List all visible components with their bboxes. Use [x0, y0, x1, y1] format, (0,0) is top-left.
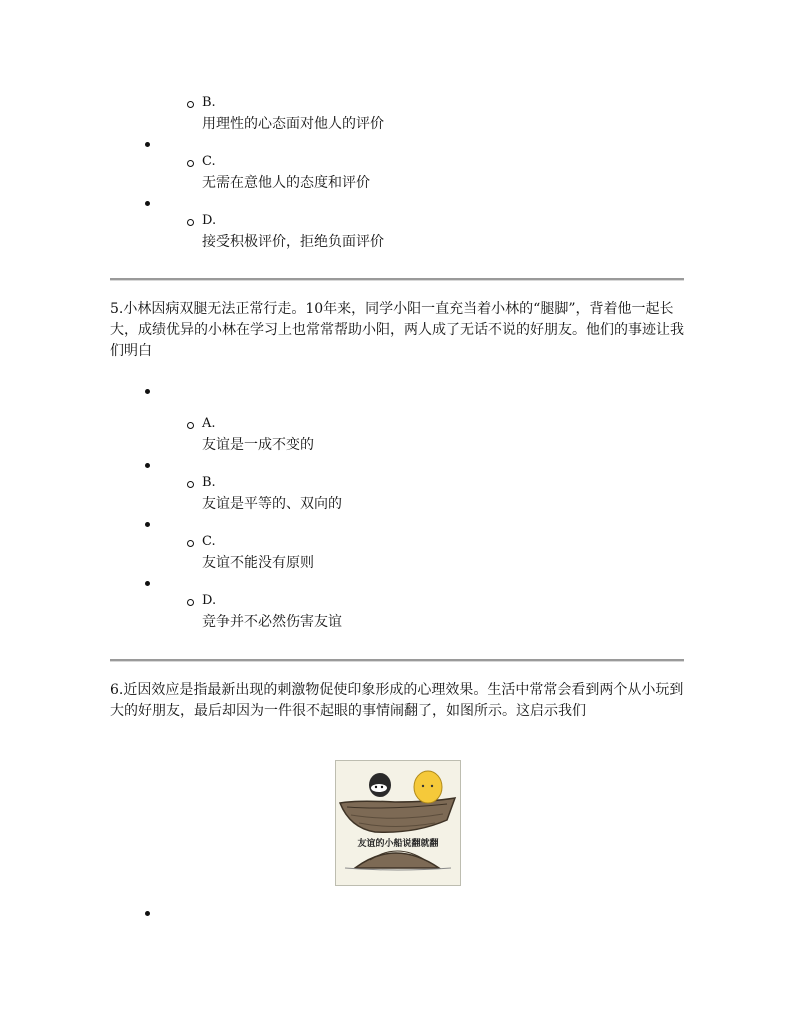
bullet-icon — [145, 389, 150, 394]
option-letter: D. — [202, 593, 217, 608]
option-text: 用理性的心态面对他人的评价 — [202, 116, 384, 132]
circle-bullet-icon — [187, 422, 194, 429]
option-b-marker — [187, 96, 216, 110]
friendship-boat-illustration — [335, 760, 461, 886]
option-d-marker — [187, 594, 216, 608]
option-text: 无需在意他人的态度和评价 — [202, 175, 370, 191]
circle-bullet-icon — [187, 160, 194, 167]
illustration-caption: 友谊的小船说翻就翻 — [357, 839, 439, 849]
circle-bullet-icon — [187, 599, 194, 606]
circle-bullet-icon — [187, 101, 194, 108]
option-c-marker — [187, 535, 216, 549]
bullet-icon — [145, 522, 150, 527]
option-c-marker — [187, 155, 216, 169]
circle-bullet-icon — [187, 481, 194, 488]
question-6-stem: 6.近因效应是指最新出现的刺激物促使印象形成的心理效果。生活中常常会看到两个从小玩到大的好朋友，最后却因为一件很不起眼的事情闹翻了，如图所示。这启示我们 — [110, 682, 684, 719]
option-a-marker — [187, 417, 216, 431]
divider — [110, 278, 684, 281]
circle-bullet-icon — [187, 540, 194, 547]
option-text: 接受积极评价，拒绝负面评价 — [202, 234, 384, 250]
option-d-marker — [187, 214, 216, 228]
bullet-icon — [145, 201, 150, 206]
option-b-marker — [187, 476, 216, 490]
option-text: 竞争并不必然伤害友谊 — [202, 614, 342, 630]
divider — [110, 659, 684, 662]
option-text: 友谊是一成不变的 — [202, 437, 314, 453]
bullet-icon — [145, 581, 150, 586]
bullet-icon — [145, 463, 150, 468]
option-letter: D. — [202, 213, 217, 228]
bullet-icon — [145, 911, 150, 916]
circle-bullet-icon — [187, 219, 194, 226]
option-letter: C. — [202, 534, 216, 549]
option-letter: B. — [202, 475, 216, 490]
option-text: 友谊不能没有原则 — [202, 555, 314, 571]
option-text: 友谊是平等的、双向的 — [202, 496, 342, 512]
option-letter: C. — [202, 154, 216, 169]
question-5-stem: 5.小林因病双腿无法正常行走。10年来，同学小阳一直充当着小林的“腿脚”，背着他一起长大，成绩优异的小林在学习上也常常帮助小阳，两人成了无话不说的好朋友。他们的事迹让我们明白 — [110, 301, 684, 359]
bullet-icon — [145, 142, 150, 147]
option-letter: A. — [202, 416, 216, 431]
option-letter: B. — [202, 95, 216, 110]
